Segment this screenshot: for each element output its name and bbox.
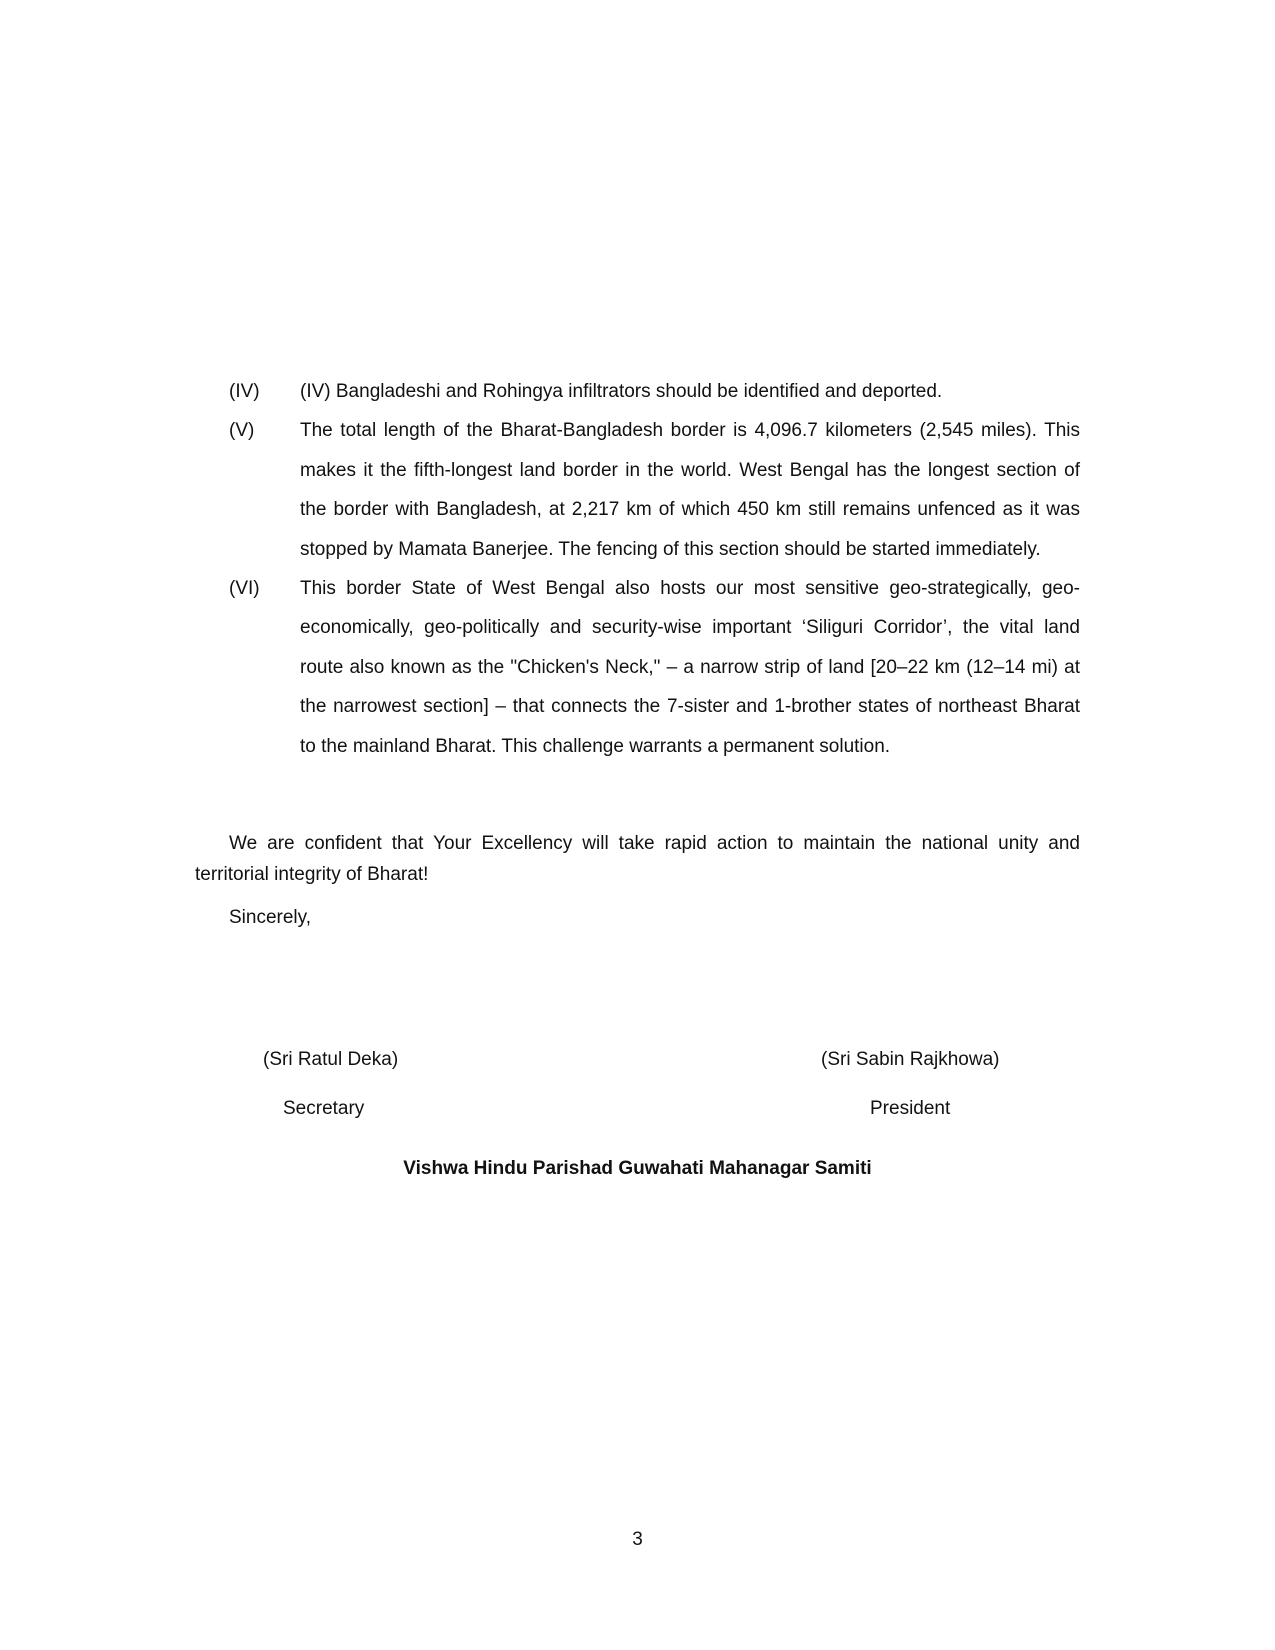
point-text: (IV) Bangladeshi and Rohingya infiltrators should be identified and deported. (300, 381, 943, 402)
right-signatory-name: (Sri Sabin Rajkhowa) (821, 1049, 1000, 1070)
right-signatory-title: President (870, 1098, 951, 1119)
point-v (229, 411, 1080, 569)
organization-name: Vishwa Hindu Parishad Guwahati Mahanagar Samiti (403, 1158, 872, 1179)
point-number: (IV) (229, 381, 260, 402)
point-vi (229, 569, 1080, 766)
point-number: (VI) (229, 578, 260, 600)
sign-off: Sincerely, (229, 907, 312, 928)
left-signatory-name: (Sri Ratul Deka) (263, 1049, 399, 1070)
point-iv (229, 372, 1080, 411)
point-number: (V) (229, 420, 255, 442)
point-text: This border State of West Bengal also hosts our most sensitive geo-strategically, geo-economically, geo-politically and security-wise important ‘Siliguri Corridor’, the vital land route also known as the "Chicken's Neck," – a narrow strip of land [20–22 km (12–14 mi) at the narrowest section] – that connects the 7-sister and 1-brother states of northeast Bharat to the mainland Bharat. This challenge warrants a permanent solution. (300, 578, 1080, 757)
point-text: The total length of the Bharat-Bangladesh border is 4,096.7 kilometers (2,545 miles). This makes it the fifth-longest land border in the world. West Bengal has the longest section of the border with Bangladesh, at 2,217 km of which 450 km still remains unfenced as it was stopped by Mamata Banerjee. The fencing of this section should be started immediately. (300, 420, 1080, 560)
left-signatory-title: Secretary (283, 1098, 365, 1119)
numbered-points (229, 372, 1080, 766)
closing-paragraph: We are confident that Your Excellency will take rapid action to maintain the national unity and territorial integrity of Bharat! (195, 833, 1080, 885)
page-number: 3 (632, 1529, 643, 1550)
